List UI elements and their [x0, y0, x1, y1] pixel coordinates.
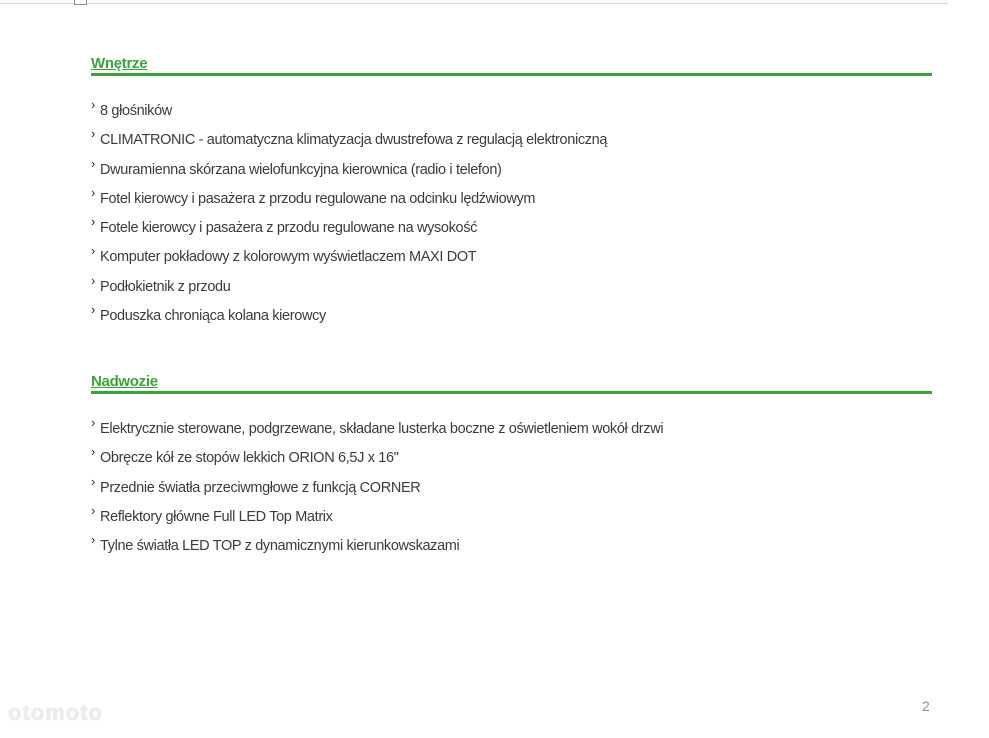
list-item-text: Elektrycznie sterowane, podgrzewane, składane lusterka boczne z oświetleniem wokół drzwi — [100, 421, 664, 437]
section-header — [91, 53, 932, 76]
chevron-right-icon: › — [91, 473, 95, 489]
list-item — [91, 155, 932, 188]
chevron-right-icon: › — [91, 97, 95, 112]
list-item-text: Reflektory główne Full LED Top Matrix — [100, 508, 333, 525]
chevron-right-icon: › — [91, 302, 95, 318]
list-item-text: CLIMATRONIC - automatyczna klimatyzacja dwustrefowa z regulacją elektroniczną — [100, 132, 608, 149]
list-item — [91, 184, 932, 217]
list-item-text: 8 głośników — [100, 103, 172, 119]
chevron-right-icon: › — [91, 155, 95, 171]
section-wnetrze — [91, 53, 932, 334]
list-item — [91, 415, 932, 447]
list-item — [91, 502, 932, 535]
list-item-text: Obręcze kół ze stopów lekkich ORION 6,5J x 16" — [100, 450, 399, 467]
chevron-right-icon: › — [91, 415, 95, 430]
chevron-right-icon: › — [91, 184, 95, 200]
list-item-text: Podłokietnik z przodu — [100, 278, 231, 295]
list-item — [91, 473, 932, 506]
feature-list — [91, 97, 932, 334]
list-item-text: Poduszka chroniąca kolana kierowcy — [100, 308, 326, 325]
watermark-logo: otomoto — [8, 700, 103, 725]
list-item-text: Fotele kierowcy i pasażera z przodu regulowane na wysokość — [100, 220, 478, 237]
section-title: Nadwozie — [91, 373, 158, 390]
top-edge-border — [0, 0, 948, 4]
chevron-right-icon: › — [91, 532, 95, 548]
section-header — [91, 371, 932, 394]
chevron-right-icon: › — [91, 444, 95, 460]
list-item-text: Dwuramienna skórzana wielofunkcyjna kierownica (radio i telefon) — [100, 161, 502, 178]
list-item-text: Przednie światła przeciwmgłowe z funkcją CORNER — [100, 479, 421, 496]
list-item — [91, 444, 932, 476]
list-item-text: Komputer pokładowy z kolorowym wyświetlaczem MAXI DOT — [100, 249, 477, 266]
list-item-text: Tylne światła LED TOP z dynamicznymi kierunkowskazami — [100, 538, 460, 555]
chevron-right-icon: › — [91, 126, 95, 142]
section-title: Wnętrze — [91, 55, 148, 72]
feature-list — [91, 415, 932, 564]
chevron-right-icon: › — [91, 502, 95, 518]
list-item — [91, 272, 932, 305]
list-item — [91, 126, 932, 158]
chevron-right-icon: › — [91, 214, 95, 230]
section-nadwozie — [91, 371, 932, 564]
list-item — [91, 243, 932, 275]
top-edge-marker — [74, 0, 87, 5]
chevron-right-icon: › — [91, 243, 95, 259]
list-item — [91, 214, 932, 246]
list-item-text: Fotel kierowcy i pasażera z przodu regulowane na odcinku lędźwiowym — [100, 190, 536, 207]
list-item — [91, 97, 932, 129]
chevron-right-icon: › — [91, 272, 95, 288]
list-item — [91, 532, 932, 564]
list-item — [91, 302, 932, 334]
page-number: 2 — [922, 698, 930, 714]
